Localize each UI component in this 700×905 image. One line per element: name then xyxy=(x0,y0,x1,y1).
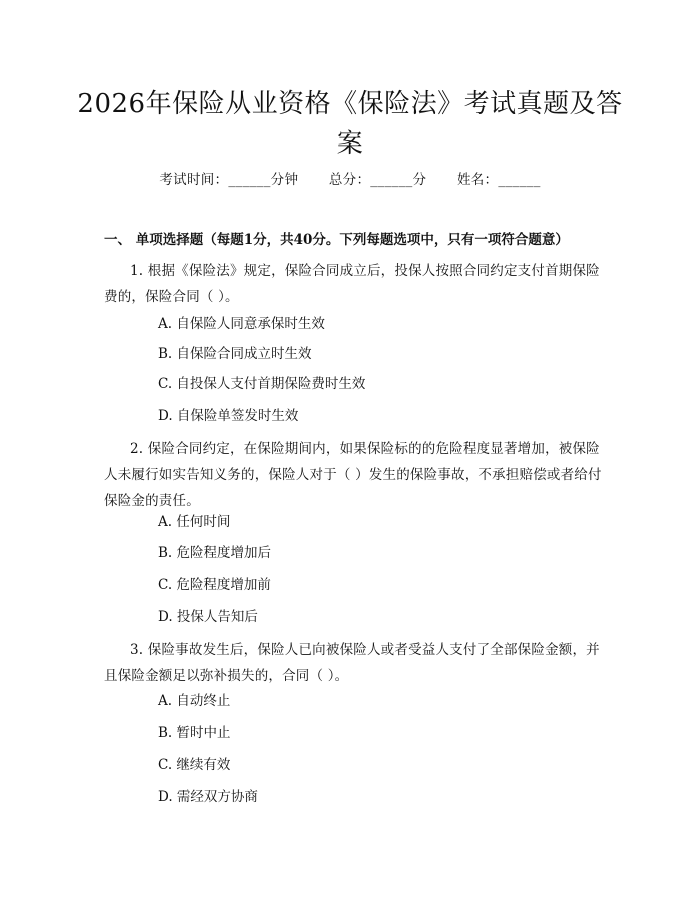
question-3-option-a: A. 自动终止 xyxy=(158,693,231,709)
question-2-option-b: B. 危险程度增加后 xyxy=(158,545,272,561)
question-3-option-c: C. 继续有效 xyxy=(158,757,231,773)
document-title: 2026年保险从业资格《保险法》考试真题及答案 xyxy=(77,89,623,159)
question-2-option-d: D. 投保人告知后 xyxy=(158,609,258,625)
question-1-option-b: B. 自保险合同成立时生效 xyxy=(158,346,312,362)
question-3-stem: 3. 保险事故发生后，保险人已向被保险人或者受益人支付了全部保险金额，并且保险金额足以弥补损失的，合同（ ）。 xyxy=(104,642,600,684)
question-2-option-c: C. 危险程度增加前 xyxy=(158,577,271,593)
question-1-option-a: A. 自保险人同意承保时生效 xyxy=(158,316,325,332)
exam-meta xyxy=(0,168,700,188)
exam-time: 考试时间：______分钟 xyxy=(159,172,299,188)
candidate-name: 姓名：______ xyxy=(456,172,541,188)
question-1-stem: 1. 根据《保险法》规定，保险合同成立后，投保人按照合同约定支付首期保险费的，保险合同（ ）。 xyxy=(104,263,600,305)
question-3-option-b: B. 暂时中止 xyxy=(158,725,231,741)
question-2-stem: 2. 保险合同约定，在保险期间内，如果保险标的的危险程度显著增加，被保险人未履行如实告知义务的，保险人对于（ ）发生的保险事故，不承担赔偿或者给付保险金的责任。 xyxy=(104,441,602,509)
question-3-option-d: D. 需经双方协商 xyxy=(158,789,258,805)
section-heading: 一、 单项选择题（每题1分，共40分。下列每题选项中，只有一项符合题意） xyxy=(104,232,569,248)
question-2-option-a: A. 任何时间 xyxy=(158,514,231,530)
total-score: 总分：______分 xyxy=(328,172,427,188)
question-1-option-d: D. 自保险单签发时生效 xyxy=(158,408,299,424)
question-1-option-c: C. 自投保人支付首期保险费时生效 xyxy=(158,376,366,392)
